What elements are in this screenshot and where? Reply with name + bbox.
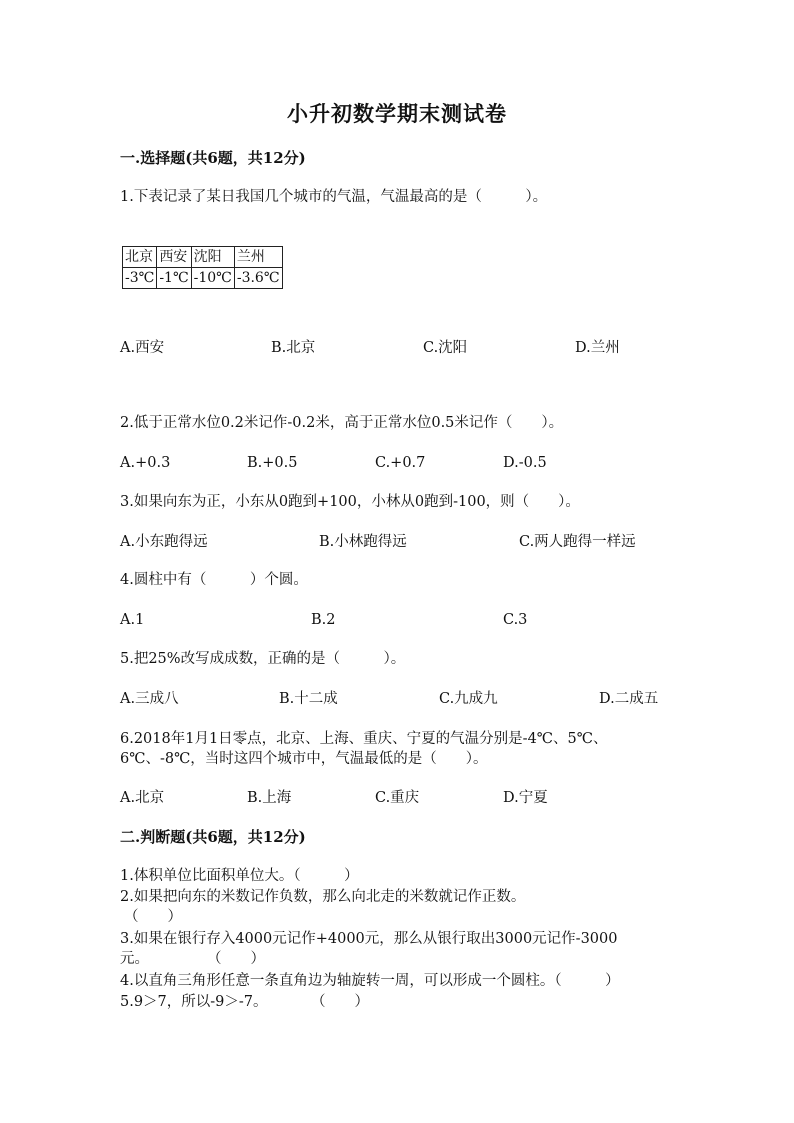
table-row <box>123 268 283 289</box>
judge-item-2: 2.如果把向东的米数记作负数，那么向北走的米数就记作正数。 <box>120 889 526 905</box>
q3-option-b: B.小林跑得远 <box>319 534 407 550</box>
q2-option-b: B.+0.5 <box>247 455 298 471</box>
q1-option-d: D.兰州 <box>575 340 620 356</box>
temperature-table <box>122 246 283 289</box>
q6-option-c: C.重庆 <box>375 790 420 806</box>
judge-item-3: 3.如果在银行存入4000元记作+4000元，那么从银行取出3000元记作-3000 <box>120 931 618 947</box>
q5-option-a: A.三成八 <box>120 691 179 707</box>
q2-option-c: C.+0.7 <box>375 455 426 471</box>
page-title: 小升初数学期末测试卷 <box>287 101 507 126</box>
q6-option-b: B.上海 <box>247 790 292 806</box>
q6-option-d: D.宁夏 <box>503 790 548 806</box>
question-4: 4.圆柱中有（ ）个圆。 <box>120 572 308 588</box>
table-cell: -10℃ <box>191 268 234 289</box>
q4-option-b: B.2 <box>311 612 336 628</box>
judge-item-2-blank: （ ） <box>124 909 182 925</box>
q1-option-a: A.西安 <box>120 340 165 356</box>
question-3: 3.如果向东为正，小东从0跑到+100，小林从0跑到-100，则（ ）。 <box>120 494 580 510</box>
table-header-cell: 沈阳 <box>191 247 234 268</box>
judge-item-4: 4.以直角三角形任意一条直角边为轴旋转一周，可以形成一个圆柱。（ ） <box>120 973 620 989</box>
table-header-cell: 北京 <box>123 247 157 268</box>
q4-option-a: A.1 <box>120 612 145 628</box>
question-6-line-2: 6℃、-8℃，当时这四个城市中，气温最低的是（ ）。 <box>120 751 488 767</box>
q2-option-a: A.+0.3 <box>120 455 171 471</box>
q3-option-c: C.两人跑得一样远 <box>519 534 636 550</box>
table-header-cell: 兰州 <box>234 247 282 268</box>
table-cell: -1℃ <box>157 268 191 289</box>
q4-option-c: C.3 <box>503 612 528 628</box>
q1-option-c: C.沈阳 <box>423 340 468 356</box>
question-5: 5.把25%改写成成数，正确的是（ ）。 <box>120 651 406 667</box>
table-header-cell: 西安 <box>157 247 191 268</box>
section2-heading: 二.判断题(共6题，共12分) <box>120 828 306 846</box>
table-cell: -3.6℃ <box>234 268 282 289</box>
question-6-line-1: 6.2018年1月1日零点，北京、上海、重庆、宁夏的气温分别是-4℃、5℃、 <box>120 731 608 747</box>
q5-option-b: B.十二成 <box>279 691 338 707</box>
question-1: 1.下表记录了某日我国几个城市的气温，气温最高的是（ ）。 <box>120 189 548 205</box>
q1-option-b: B.北京 <box>271 340 316 356</box>
question-2: 2.低于正常水位0.2米记作-0.2米，高于正常水位0.5米记作（ ）。 <box>120 415 564 431</box>
table-cell: -3℃ <box>123 268 157 289</box>
q5-option-c: C.九成九 <box>439 691 498 707</box>
section1-heading: 一.选择题(共6题，共12分) <box>120 149 306 167</box>
table-row <box>123 247 283 268</box>
q5-option-d: D.二成五 <box>599 691 659 707</box>
judge-item-3-cont: 元。 （ ） <box>120 951 265 967</box>
judge-item-5: 5.9＞7，所以-9＞-7。 （ ） <box>120 994 370 1010</box>
q6-option-a: A.北京 <box>120 790 165 806</box>
q3-option-a: A.小东跑得远 <box>120 534 208 550</box>
judge-item-1: 1.体积单位比面积单位大。（ ） <box>120 868 359 884</box>
q2-option-d: D.-0.5 <box>503 455 547 471</box>
